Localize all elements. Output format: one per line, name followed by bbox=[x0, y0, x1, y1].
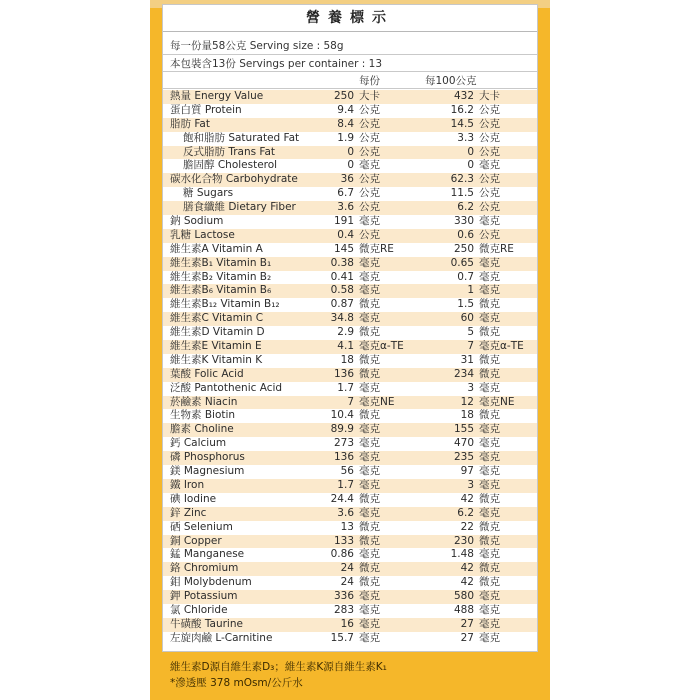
per-100g-value: 5 bbox=[467, 326, 474, 339]
per-serving-unit: 毫克 bbox=[359, 159, 380, 172]
per-serving-value: 9.4 bbox=[337, 103, 354, 116]
nutrient-name: 熱量 Energy Value bbox=[170, 90, 264, 102]
nutrient-row bbox=[163, 451, 537, 465]
nutrient-row bbox=[163, 507, 537, 521]
per-100g-value: 470 bbox=[453, 437, 474, 450]
per-100g-unit: 微克 bbox=[479, 298, 500, 311]
per-serving-unit: 公克 bbox=[359, 228, 380, 241]
nutrient-row bbox=[163, 243, 537, 257]
per-100g-value: 42 bbox=[460, 576, 474, 589]
per-serving-value: 15.7 bbox=[330, 631, 354, 644]
column-header-per-100g: 每100公克 bbox=[425, 75, 477, 87]
per-100g-unit: 微克 bbox=[479, 562, 500, 575]
per-100g-unit: 毫克NE bbox=[479, 395, 515, 408]
per-100g-value: 250 bbox=[453, 242, 474, 255]
nutrient-name: 維生素C Vitamin C bbox=[170, 312, 264, 325]
per-100g-value: 432 bbox=[453, 90, 474, 102]
nutrient-name: 鈉 Sodium bbox=[170, 215, 224, 228]
nutrient-name: 鋅 Zinc bbox=[170, 506, 207, 519]
per-100g-value: 3 bbox=[467, 478, 474, 491]
per-100g-value: 3.3 bbox=[457, 131, 474, 144]
per-serving-unit: 微克 bbox=[359, 562, 380, 575]
per-serving-value: 191 bbox=[333, 215, 354, 228]
per-serving-unit: 微克 bbox=[359, 492, 380, 505]
per-serving-value: 0.38 bbox=[330, 256, 354, 269]
per-serving-value: 1.7 bbox=[337, 478, 354, 491]
per-serving-value: 36 bbox=[340, 173, 354, 186]
per-100g-value: 230 bbox=[453, 534, 474, 547]
per-serving-unit: 毫克α-TE bbox=[359, 340, 404, 353]
vitamin-source-note: 維生素D源自維生素D₃；維生素K源自維生素K₁ bbox=[170, 661, 387, 673]
per-serving-value: 13 bbox=[340, 520, 354, 533]
nutrient-name: 鈣 Calcium bbox=[170, 437, 227, 450]
nutrient-name: 氯 Chloride bbox=[170, 603, 228, 616]
per-100g-value: 11.5 bbox=[450, 187, 474, 200]
osmolality-note: *滲透壓 378 mOsm/公斤水 bbox=[170, 677, 303, 689]
per-100g-value: 155 bbox=[453, 423, 474, 436]
per-serving-value: 0 bbox=[347, 159, 354, 172]
nutrient-row bbox=[163, 173, 537, 187]
per-100g-unit: 公克 bbox=[479, 228, 500, 241]
nutrient-name: 維生素B₁ Vitamin B₁ bbox=[170, 256, 272, 269]
per-serving-unit: 公克 bbox=[359, 145, 380, 158]
nutrient-row bbox=[163, 409, 537, 423]
nutrient-name: 維生素B₂ Vitamin B₂ bbox=[170, 270, 272, 283]
per-100g-unit: 毫克 bbox=[479, 478, 500, 491]
nutrient-name: 鎂 Magnesium bbox=[170, 465, 245, 478]
nutrient-name: 牛磺酸 Taurine bbox=[170, 617, 243, 630]
per-100g-value: 27 bbox=[460, 617, 474, 630]
per-serving-value: 18 bbox=[340, 353, 354, 366]
per-100g-unit: 毫克 bbox=[479, 465, 500, 478]
nutrient-row bbox=[163, 271, 537, 285]
per-100g-value: 3 bbox=[467, 381, 474, 394]
per-serving-unit: 公克 bbox=[359, 117, 380, 130]
nutrient-name: 蛋白質 Protein bbox=[170, 103, 242, 116]
per-serving-value: 89.9 bbox=[330, 423, 354, 436]
per-100g-unit: 毫克α-TE bbox=[479, 340, 524, 353]
per-serving-value: 273 bbox=[333, 437, 354, 450]
nutrient-row bbox=[163, 562, 537, 576]
per-100g-unit: 微克 bbox=[479, 353, 500, 366]
nutrient-row bbox=[163, 479, 537, 493]
nutrition-facts-panel bbox=[162, 4, 538, 652]
nutrient-name: 碘 Iodine bbox=[170, 492, 217, 505]
per-100g-value: 330 bbox=[453, 215, 474, 228]
nutrient-row bbox=[163, 437, 537, 451]
nutrient-name: 維生素B₁₂ Vitamin B₁₂ bbox=[170, 298, 280, 311]
nutrient-row bbox=[163, 521, 537, 535]
per-100g-value: 1.5 bbox=[457, 298, 474, 311]
nutrient-row bbox=[163, 146, 537, 160]
per-100g-value: 0 bbox=[467, 145, 474, 158]
nutrient-row bbox=[163, 118, 537, 132]
nutrient-name: 飽和脂肪 Saturated Fat bbox=[183, 131, 300, 144]
per-serving-value: 145 bbox=[333, 242, 354, 255]
per-serving-unit: 毫克 bbox=[359, 451, 380, 464]
per-100g-value: 1 bbox=[467, 284, 474, 297]
nutrient-name: 脂肪 Fat bbox=[170, 117, 210, 130]
per-serving-value: 0.86 bbox=[330, 548, 354, 561]
per-serving-unit: 毫克 bbox=[359, 215, 380, 228]
per-serving-unit: 毫克 bbox=[359, 506, 380, 519]
per-serving-value: 0.87 bbox=[330, 298, 354, 311]
per-100g-value: 234 bbox=[453, 367, 474, 380]
per-serving-unit: 微克 bbox=[359, 520, 380, 533]
per-100g-unit: 公克 bbox=[479, 103, 500, 116]
per-serving-unit: 毫克 bbox=[359, 617, 380, 630]
nutrient-name: 硒 Selenium bbox=[170, 520, 233, 533]
nutrient-row bbox=[163, 493, 537, 507]
per-100g-value: 0.7 bbox=[457, 270, 474, 283]
per-100g-unit: 微克 bbox=[479, 492, 500, 505]
nutrient-row bbox=[163, 632, 537, 646]
per-100g-value: 42 bbox=[460, 492, 474, 505]
per-serving-value: 136 bbox=[333, 367, 354, 380]
per-serving-value: 7 bbox=[347, 395, 354, 408]
per-serving-value: 6.7 bbox=[337, 187, 354, 200]
nutrient-row bbox=[163, 159, 537, 173]
footer-notes bbox=[162, 655, 538, 695]
per-100g-unit: 毫克 bbox=[479, 423, 500, 436]
nutrient-row bbox=[163, 604, 537, 618]
per-100g-unit: 微克 bbox=[479, 534, 500, 547]
nutrient-row bbox=[163, 618, 537, 632]
nutrient-row bbox=[163, 354, 537, 368]
per-serving-value: 2.9 bbox=[337, 326, 354, 339]
per-serving-unit: 微克 bbox=[359, 326, 380, 339]
column-header-per-serving: 每份 bbox=[359, 75, 380, 87]
per-serving-value: 24.4 bbox=[330, 492, 354, 505]
per-serving-unit: 毫克 bbox=[359, 603, 380, 616]
per-serving-unit: 毫克NE bbox=[359, 395, 395, 408]
per-serving-unit: 毫克 bbox=[359, 590, 380, 603]
per-100g-unit: 毫克 bbox=[479, 631, 500, 644]
per-serving-unit: 毫克 bbox=[359, 381, 380, 394]
nutrient-row bbox=[163, 590, 537, 604]
per-serving-unit: 大卡 bbox=[359, 90, 380, 102]
nutrient-row bbox=[163, 298, 537, 312]
per-serving-value: 34.8 bbox=[330, 312, 354, 325]
nutrient-name: 葉酸 Folic Acid bbox=[170, 367, 244, 380]
per-100g-unit: 微克 bbox=[479, 576, 500, 589]
nutrient-name: 生物素 Biotin bbox=[170, 409, 236, 422]
per-100g-value: 14.5 bbox=[450, 117, 474, 130]
per-serving-unit: 毫克 bbox=[359, 465, 380, 478]
per-serving-value: 3.6 bbox=[337, 506, 354, 519]
nutrient-name: 膽素 Choline bbox=[170, 423, 234, 436]
per-100g-value: 42 bbox=[460, 562, 474, 575]
nutrient-row bbox=[163, 312, 537, 326]
nutrient-row bbox=[163, 326, 537, 340]
per-serving-unit: 微克 bbox=[359, 576, 380, 589]
per-serving-unit: 微克 bbox=[359, 353, 380, 366]
per-100g-value: 488 bbox=[453, 603, 474, 616]
per-serving-unit: 公克 bbox=[359, 131, 380, 144]
nutrient-name: 維生素A Vitamin A bbox=[170, 242, 263, 255]
per-100g-value: 6.2 bbox=[457, 201, 474, 214]
per-serving-value: 283 bbox=[333, 603, 354, 616]
per-serving-unit: 微克 bbox=[359, 409, 380, 422]
per-100g-value: 27 bbox=[460, 631, 474, 644]
nutrient-name: 膳食纖維 Dietary Fiber bbox=[183, 201, 296, 214]
nutrient-name: 磷 Phosphorus bbox=[170, 451, 245, 464]
per-100g-unit: 毫克 bbox=[479, 215, 500, 228]
per-serving-value: 133 bbox=[333, 534, 354, 547]
per-serving-unit: 毫克 bbox=[359, 548, 380, 561]
per-100g-value: 22 bbox=[460, 520, 474, 533]
per-100g-value: 1.48 bbox=[450, 548, 474, 561]
per-100g-unit: 毫克 bbox=[479, 590, 500, 603]
per-100g-unit: 毫克 bbox=[479, 270, 500, 283]
nutrient-table bbox=[163, 90, 537, 646]
per-serving-unit: 毫克 bbox=[359, 631, 380, 644]
per-100g-value: 0.6 bbox=[457, 228, 474, 241]
nutrient-row bbox=[163, 284, 537, 298]
per-serving-value: 336 bbox=[333, 590, 354, 603]
per-serving-unit: 微克RE bbox=[359, 242, 394, 255]
nutrient-row bbox=[163, 201, 537, 215]
per-serving-unit: 毫克 bbox=[359, 284, 380, 297]
per-serving-unit: 毫克 bbox=[359, 270, 380, 283]
per-serving-unit: 毫克 bbox=[359, 437, 380, 450]
per-100g-value: 62.3 bbox=[450, 173, 474, 186]
per-100g-value: 60 bbox=[460, 312, 474, 325]
per-100g-unit: 微克 bbox=[479, 367, 500, 380]
per-100g-value: 6.2 bbox=[457, 506, 474, 519]
per-serving-value: 24 bbox=[340, 562, 354, 575]
per-serving-value: 0.4 bbox=[337, 228, 354, 241]
per-100g-unit: 公克 bbox=[479, 117, 500, 130]
per-100g-unit: 微克 bbox=[479, 326, 500, 339]
per-100g-value: 7 bbox=[467, 340, 474, 353]
per-serving-unit: 公克 bbox=[359, 187, 380, 200]
per-serving-value: 0.41 bbox=[330, 270, 354, 283]
per-100g-value: 0 bbox=[467, 159, 474, 172]
panel-title: 營養標示 bbox=[163, 5, 537, 32]
per-serving-unit: 微克 bbox=[359, 298, 380, 311]
nutrient-name: 左旋肉鹼 L-Carnitine bbox=[170, 631, 273, 644]
nutrient-row bbox=[163, 368, 537, 382]
divider bbox=[163, 71, 537, 72]
per-100g-unit: 微克 bbox=[479, 520, 500, 533]
nutrient-row bbox=[163, 465, 537, 479]
per-serving-unit: 公克 bbox=[359, 173, 380, 186]
divider bbox=[163, 88, 537, 89]
nutrient-name: 泛酸 Pantothenic Acid bbox=[170, 381, 283, 394]
per-100g-value: 16.2 bbox=[450, 103, 474, 116]
per-100g-unit: 毫克 bbox=[479, 312, 500, 325]
per-serving-value: 16 bbox=[340, 617, 354, 630]
per-100g-value: 0.65 bbox=[450, 256, 474, 269]
per-serving-value: 250 bbox=[333, 90, 354, 102]
per-serving-value: 24 bbox=[340, 576, 354, 589]
per-100g-unit: 毫克 bbox=[479, 617, 500, 630]
per-100g-value: 97 bbox=[460, 465, 474, 478]
nutrient-name: 鉀 Potassium bbox=[170, 590, 238, 603]
nutrient-row bbox=[163, 396, 537, 410]
per-100g-unit: 大卡 bbox=[479, 90, 500, 102]
per-100g-unit: 毫克 bbox=[479, 451, 500, 464]
per-100g-value: 580 bbox=[453, 590, 474, 603]
nutrient-name: 錳 Manganese bbox=[170, 548, 245, 561]
per-100g-value: 12 bbox=[460, 395, 474, 408]
per-100g-value: 31 bbox=[460, 353, 474, 366]
nutrient-row bbox=[163, 229, 537, 243]
nutrient-row bbox=[163, 104, 537, 118]
per-100g-unit: 公克 bbox=[479, 173, 500, 186]
serving-size: 每一份量58公克 Serving size : 58g bbox=[170, 40, 344, 52]
per-serving-unit: 微克 bbox=[359, 534, 380, 547]
nutrient-row bbox=[163, 257, 537, 271]
nutrient-row bbox=[163, 548, 537, 562]
nutrient-row bbox=[163, 535, 537, 549]
per-100g-unit: 毫克 bbox=[479, 284, 500, 297]
nutrient-row bbox=[163, 187, 537, 201]
per-100g-unit: 微克RE bbox=[479, 242, 514, 255]
nutrient-row bbox=[163, 576, 537, 590]
nutrient-name: 鐵 Iron bbox=[170, 478, 205, 491]
nutrient-row bbox=[163, 132, 537, 146]
nutrient-name: 維生素K Vitamin K bbox=[170, 353, 263, 366]
nutrient-row bbox=[163, 423, 537, 437]
divider bbox=[163, 54, 537, 55]
per-100g-unit: 毫克 bbox=[479, 603, 500, 616]
per-100g-unit: 公克 bbox=[479, 201, 500, 214]
nutrient-name: 維生素B₆ Vitamin B₆ bbox=[170, 284, 272, 297]
per-100g-unit: 毫克 bbox=[479, 159, 500, 172]
per-serving-value: 4.1 bbox=[337, 340, 354, 353]
per-100g-unit: 毫克 bbox=[479, 381, 500, 394]
per-serving-unit: 毫克 bbox=[359, 312, 380, 325]
nutrient-name: 銅 Copper bbox=[170, 534, 222, 547]
nutrient-row bbox=[163, 382, 537, 396]
nutrient-name: 菸鹼素 Niacin bbox=[170, 395, 238, 408]
nutrient-name: 鉻 Chromium bbox=[170, 562, 239, 575]
per-serving-value: 10.4 bbox=[330, 409, 354, 422]
per-100g-unit: 毫克 bbox=[479, 437, 500, 450]
nutrient-row bbox=[163, 340, 537, 354]
per-serving-unit: 毫克 bbox=[359, 256, 380, 269]
nutrient-name: 乳糖 Lactose bbox=[170, 228, 235, 241]
nutrient-name: 糖 Sugars bbox=[183, 187, 234, 200]
nutrient-name: 維生素E Vitamin E bbox=[170, 340, 262, 353]
per-100g-value: 235 bbox=[453, 451, 474, 464]
nutrient-name: 膽固醇 Cholesterol bbox=[183, 159, 278, 172]
nutrient-name: 鉬 Molybdenum bbox=[170, 576, 252, 589]
per-100g-unit: 微克 bbox=[479, 409, 500, 422]
per-serving-unit: 公克 bbox=[359, 201, 380, 214]
per-serving-value: 136 bbox=[333, 451, 354, 464]
nutrient-row bbox=[163, 215, 537, 229]
per-100g-unit: 公克 bbox=[479, 187, 500, 200]
per-serving-value: 0 bbox=[347, 145, 354, 158]
per-100g-unit: 毫克 bbox=[479, 548, 500, 561]
per-serving-value: 0.58 bbox=[330, 284, 354, 297]
per-serving-unit: 公克 bbox=[359, 103, 380, 116]
per-serving-unit: 毫克 bbox=[359, 423, 380, 436]
per-100g-unit: 公克 bbox=[479, 131, 500, 144]
per-100g-value: 18 bbox=[460, 409, 474, 422]
per-100g-unit: 公克 bbox=[479, 145, 500, 158]
per-100g-unit: 毫克 bbox=[479, 506, 500, 519]
per-serving-value: 8.4 bbox=[337, 117, 354, 130]
per-serving-value: 56 bbox=[340, 465, 354, 478]
per-serving-unit: 微克 bbox=[359, 367, 380, 380]
per-100g-unit: 毫克 bbox=[479, 256, 500, 269]
nutrient-name: 反式脂肪 Trans Fat bbox=[183, 145, 276, 158]
nutrient-name: 碳水化合物 Carbohydrate bbox=[170, 173, 298, 186]
servings-per-container: 本包裝含13份 Servings per container : 13 bbox=[170, 58, 383, 70]
per-serving-value: 3.6 bbox=[337, 201, 354, 214]
nutrient-name: 維生素D Vitamin D bbox=[170, 326, 265, 339]
nutrient-row bbox=[163, 90, 537, 104]
per-serving-value: 1.7 bbox=[337, 381, 354, 394]
per-serving-unit: 毫克 bbox=[359, 478, 380, 491]
per-serving-value: 1.9 bbox=[337, 131, 354, 144]
